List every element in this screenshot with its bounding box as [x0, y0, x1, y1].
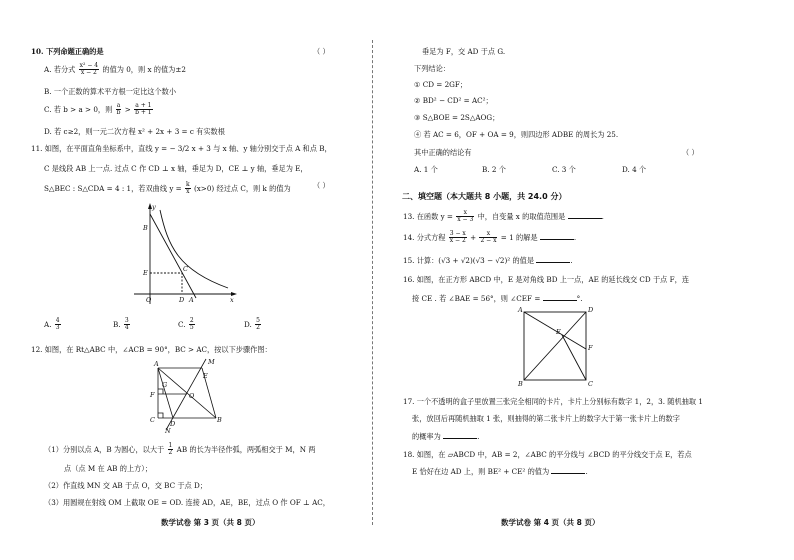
- q12-right-angle-f: [158, 389, 163, 394]
- q10-c-gt: >: [124, 104, 131, 114]
- q12-label-c: C: [150, 416, 155, 424]
- q12-step2: （2）作直线 MN 交 AB 于点 O，交 BC 于点 D；: [44, 481, 207, 490]
- q11-line3-pre: S△BEC : S△CDA = 4 : 1，若双曲线 y =: [44, 183, 182, 193]
- q17-line1: 17. 一个不透明的盒子里放置三张完全相同的卡片，卡片上分别标有数字 1，2，3. 随机抽取 1: [403, 397, 703, 406]
- q12-option-b: B. 2 个: [482, 165, 506, 174]
- q12-step1-pre: （1）分别以点 A，B 为圆心，以大于: [44, 444, 165, 454]
- q11-figure: [132, 200, 240, 308]
- q18-line2-text: E 恰好在边 AD 上，则 BE² + CE² 的值为: [412, 467, 550, 476]
- q16-line1: 16. 如图，在正方形 ABCD 中，E 是对角线 BD 上一点，AE 的延长线交 CD 于点 F，连: [403, 275, 690, 284]
- q16-line2: [412, 294, 583, 302]
- q10-a-num: x² − 4: [79, 62, 99, 69]
- q12-conclusions-heading: 下列结论：: [414, 64, 450, 73]
- q11-a-num: 4: [55, 317, 60, 324]
- q11-label-b: B: [143, 224, 148, 232]
- q12-label-g: G: [162, 381, 168, 389]
- q10-answer-paren: （ ）: [313, 47, 330, 56]
- q16-label-d: D: [588, 306, 594, 314]
- q13-frac: [456, 210, 474, 224]
- q10-option-a: [44, 63, 186, 77]
- q11-b-frac: [124, 318, 130, 332]
- q11-k-fraction: [185, 182, 191, 196]
- q18-line2: E 恰好在边 AD 上，则 BE² + CE² 的值为 .: [412, 467, 588, 476]
- q10-c-f1-den: b: [116, 109, 121, 117]
- q14: 14. 分式方程 $\frac{3 - x}{x - 2}$ + $\frac{x}{2 - x}$ = 1 的解是 .: [403, 230, 577, 245]
- q10-a-fraction: [79, 63, 99, 77]
- q12-answer-paren: （ ）: [682, 148, 699, 157]
- q10-c-f2-num: a + 1: [135, 102, 152, 109]
- q11-line3: [44, 182, 291, 196]
- q18-line1: 18. 如图，在 ▱ABCD 中，AB = 2，∠ABC 的平分线与 ∠BCD 的平分线交于点 E，若点: [403, 450, 692, 459]
- q12-label-d: D: [170, 420, 176, 428]
- q11-d-den: 2: [256, 324, 260, 332]
- q12-label-b: B: [217, 416, 222, 424]
- q16-label-b: B: [518, 380, 523, 388]
- q18-answer-blank: [551, 467, 585, 474]
- q16-line2-text: 接 CE . 若 ∠BAE = 56°，则 ∠CEF =: [412, 294, 541, 303]
- q11-d-frac: [255, 318, 261, 332]
- q12-step1-frac: [168, 443, 174, 457]
- q10-c-frac2: [134, 103, 153, 117]
- q16-label-a: A: [518, 306, 523, 314]
- q17-answer-blank: [443, 432, 477, 439]
- q16-answer-blank: [543, 294, 577, 301]
- q16-line-af: [524, 312, 586, 349]
- q10-c-frac1: [116, 103, 122, 117]
- q12-conclusion-2: ② BD² − CD² = AC²；: [414, 96, 493, 105]
- q12-step1-den: 2: [168, 449, 173, 457]
- q12-option-c: C. 3 个: [552, 165, 576, 174]
- q11-line2: C 是线段 AB 上一点. 过点 C 作 CD ⊥ x 轴，垂足为 D，CE ⊥ y 轴，垂足为 E，: [44, 164, 308, 173]
- q11-label-c: C: [183, 265, 188, 273]
- q11-k-num: k: [186, 181, 190, 188]
- q10-c-f2-den: b + 1: [135, 109, 152, 117]
- q12-step3: （3）用圆规在射线 OM 上截取 OE = OD. 连接 AD，AE，BE，过点 O 作 OF ⊥ AC，: [44, 498, 330, 507]
- q14-f1-den: x − 2: [449, 237, 466, 245]
- q13-num: x: [456, 210, 474, 217]
- q12-conclusion-4: ④ 若 AC = 6，OF + OA = 9，则四边形 ADBE 的周长为 25.: [414, 130, 619, 139]
- q14-f1-num: 3 − x: [449, 230, 466, 237]
- q12-label-f: F: [150, 391, 155, 399]
- q12-label-e: E: [203, 372, 208, 380]
- q13: 13. 在函数 y = $\frac{x}{x - 3}$ 中，自变量 x 的取值范围是 .: [403, 209, 604, 224]
- q12-label-a: A: [154, 360, 159, 368]
- q11-b-den: 4: [124, 324, 129, 332]
- q17-line2: 张，放回后再随机抽取 1 张，则抽得的第二张卡片上的数字大于第一张卡片上的数字: [412, 414, 680, 423]
- q13-pre: 13. 在函数 y =: [403, 211, 453, 221]
- q13-answer-blank: [568, 212, 602, 219]
- q12-stem: 12. 如图，在 Rt△ABC 中，∠ACB = 90°，BC > AC，按以下步骤作图：: [31, 345, 272, 354]
- q11-c-frac: [189, 318, 195, 332]
- q12-conclusion-1: ① CD = 2GF；: [414, 80, 468, 89]
- q11-d-num: 5: [256, 317, 260, 324]
- q10-option-b: B. 一个正数的算术平方根一定比这个数小: [44, 87, 177, 96]
- q11-c-label: C.: [178, 319, 186, 329]
- q11-label-x: x: [230, 296, 234, 304]
- q11-option-d: [244, 318, 262, 332]
- q16-line2-end: °.: [576, 294, 583, 303]
- q10-option-d: D. 若 c≥2，则一元二次方程 x² + 2x + 3 = c 有实数根: [44, 127, 225, 136]
- q12-label-m: M: [208, 358, 215, 366]
- q14-answer-blank: [540, 233, 574, 240]
- q11-label-d: D: [179, 296, 185, 304]
- q16-label-f: F: [588, 344, 593, 352]
- q14-post: = 1 的解是: [500, 232, 538, 242]
- q16-label-c: C: [588, 380, 593, 388]
- q10-a-den: x − 2: [80, 69, 97, 77]
- page-divider: [372, 40, 373, 525]
- q10-c-pre: C. 若 b > a > 0，则: [44, 104, 113, 114]
- q12-conclusion-3: ③ S△BOE = 2S△AOG；: [414, 113, 500, 122]
- q15-answer-blank: [536, 256, 570, 263]
- q10-stem: 10. 下列命题正确的是: [31, 47, 104, 56]
- right-page-footer: 数学试卷 第 4 页（共 8 页）: [501, 518, 600, 527]
- q12-seg-ad: [158, 368, 173, 418]
- q13-den: x − 3: [457, 216, 474, 224]
- q11-answer-paren: （ ）: [313, 181, 330, 190]
- q11-rect-ce-cd: [150, 273, 182, 294]
- q11-d-label: D.: [244, 319, 252, 329]
- q14-frac1: [449, 231, 467, 245]
- q14-f2-num: x: [479, 231, 497, 238]
- q11-a-label: A.: [44, 319, 52, 329]
- q12-option-a: A. 1 个: [414, 165, 438, 174]
- right-page: [398, 0, 794, 560]
- q10-c-f1-num: a: [116, 102, 121, 109]
- q12-option-d: D. 4 个: [622, 165, 647, 174]
- q11-label-o: O: [146, 296, 152, 304]
- q11-a-frac: [55, 318, 61, 332]
- left-page: [0, 0, 386, 560]
- q16-label-e: E: [556, 328, 561, 336]
- q11-line-ab: [150, 214, 196, 298]
- q11-k-den: x: [186, 188, 190, 196]
- q15-pre: 15. 计算：(√3 + √2)(√3 − √2)² 的值是: [403, 256, 535, 265]
- q11-label-a: A: [189, 296, 194, 304]
- q14-plus: +: [470, 232, 477, 242]
- q14-frac2: [479, 231, 497, 245]
- q11-label-y: y: [152, 203, 156, 211]
- q11-option-a: [44, 318, 62, 332]
- q10-a-post: 的值为 0，则 x 的值为±2: [102, 64, 186, 74]
- q10-option-c: [44, 103, 154, 117]
- q11-a-den: 3: [55, 324, 60, 332]
- q11-line3-post: (x>0) 经过点 C，则 k 的值为: [193, 183, 291, 193]
- q11-label-e: E: [143, 269, 148, 277]
- q11-line1: 11. 如图，在平面直角坐标系中，直线 y = − 3/2 x + 3 与 x 轴、y 轴分别交于点 A 和点 B，: [31, 144, 332, 153]
- q12-step1-post: AB 的长为半径作弧，两弧相交于 M，N 两: [176, 444, 316, 454]
- q13-post: 中，自变量 x 的取值范围是: [477, 211, 566, 221]
- q11-option-c: [178, 318, 196, 332]
- q12-right-angle-c: [158, 413, 163, 418]
- q15: 15. 计算：(√3 + √2)(√3 − √2)² 的值是 .: [403, 256, 573, 265]
- q12-cont-line1: 垂足为 F，交 AD 于点 G.: [422, 47, 506, 56]
- q12-label-o: O: [189, 392, 195, 400]
- q12-step1-cont: 点（点 M 在 AB 的上方）；: [64, 464, 153, 473]
- q11-b-num: 3: [124, 317, 129, 324]
- q14-f2-den: 2 − x: [480, 237, 497, 245]
- left-page-footer: 数学试卷 第 3 页（共 8 页）: [161, 518, 260, 527]
- q11-c-den: 5: [189, 324, 194, 332]
- q17-line3: 的概率为 .: [412, 432, 480, 441]
- q11-hyperbola: [160, 210, 228, 288]
- q12-label-n: N: [165, 427, 171, 434]
- q12-figure: [140, 356, 224, 434]
- section-2-heading: 二、填空题（本大题共 8 小题，共 24.0 分）: [402, 192, 567, 201]
- q11-option-b: [113, 318, 131, 332]
- q12-correct-count-prompt: 其中正确的结论有: [414, 148, 472, 157]
- q11-c-num: 2: [189, 317, 194, 324]
- q12-step1: [44, 443, 315, 457]
- q10-a-pre: A. 若分式: [44, 64, 76, 74]
- q11-b-label: B.: [113, 319, 121, 329]
- q16-diagonal-bd: [524, 312, 586, 380]
- q16-figure: [516, 306, 596, 388]
- q12-step1-num: 1: [168, 442, 173, 449]
- q14-pre: 14. 分式方程: [403, 232, 446, 242]
- q17-line3-text: 的概率为: [412, 432, 441, 441]
